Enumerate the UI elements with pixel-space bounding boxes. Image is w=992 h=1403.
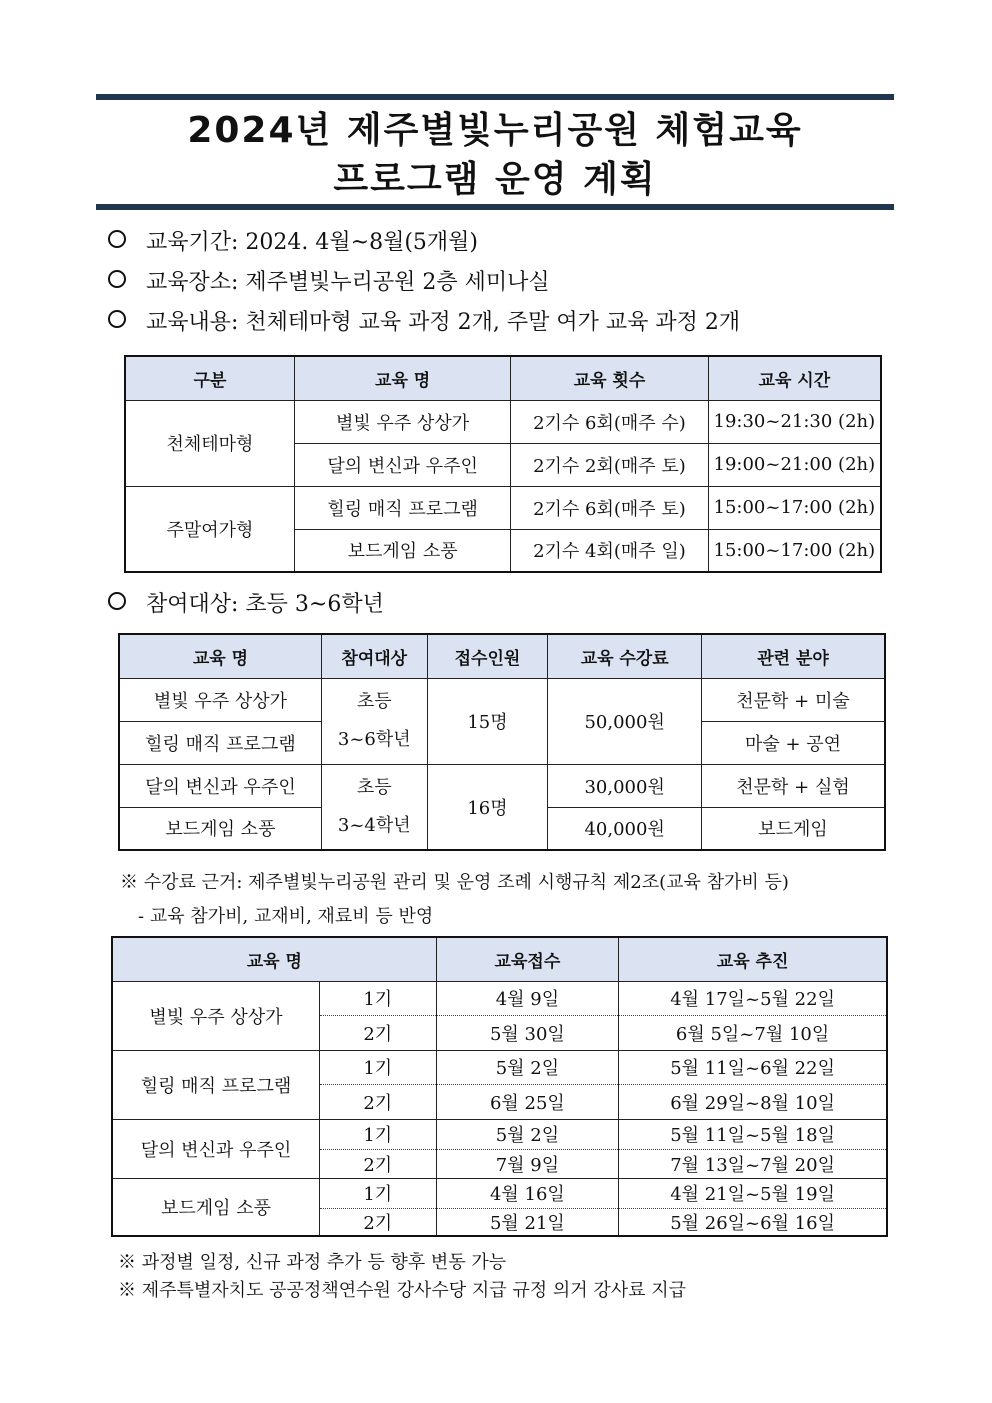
table-row [112,1178,887,1208]
count-cell: 2기수 6회(매주 수) [511,400,708,443]
bullet-place-text: 교육장소: 제주별빛누리공원 2층 세미나실 [146,270,550,295]
apply-date-cell: 5월 2일 [436,1050,619,1084]
run-period-cell: 4월 17일~5월 22일 [619,981,887,1015]
course-name-cell: 보드게임 소풍 [119,807,321,850]
term-cell: 2기 [319,1084,436,1119]
apply-date-cell: 7월 9일 [436,1149,619,1178]
bullet-content [108,308,740,338]
header-capacity: 접수인원 [427,634,548,678]
term-cell: 2기 [319,1149,436,1178]
table-row [112,1119,887,1149]
course-name-cell: 별빛 우주 상상가 [119,678,321,721]
run-period-cell: 6월 5일~7월 10일 [619,1015,887,1050]
apply-date-cell: 4월 16일 [436,1178,619,1208]
course-name-cell: 별빛 우주 상상가 [294,400,510,443]
term-cell: 1기 [319,1119,436,1149]
header-field: 관련 분야 [702,634,886,678]
count-cell: 2기수 2회(매주 토) [511,443,708,486]
header-target: 참여대상 [321,634,427,678]
category-cell: 주말여가형 [125,486,294,572]
fee-cell: 50,000원 [548,678,702,764]
apply-date-cell: 5월 2일 [436,1119,619,1149]
count-cell: 2기수 4회(매주 일) [511,529,708,572]
capacity-cell: 16명 [427,764,548,850]
course-name-cell: 달의 변신과 우주인 [294,443,510,486]
run-period-cell: 7월 13일~7월 20일 [619,1149,887,1178]
header-application: 교육접수 [436,937,619,981]
target-cell [321,764,427,850]
document-title [96,94,894,210]
bullet-period-text: 교육기간: 2024. 4월~8월(5개월) [146,230,478,255]
course-name-cell: 힐링 매직 프로그램 [119,721,321,764]
schedule-table [111,936,888,1237]
header-fee: 교육 수강료 [548,634,702,678]
course-fee-table [118,633,886,851]
table-row [125,400,881,443]
term-cell: 1기 [319,981,436,1015]
field-cell: 마술 + 공연 [702,721,886,764]
circle-bullet-icon [108,270,126,288]
term-cell: 2기 [319,1208,436,1236]
fee-basis-subnote: - 교육 참가비, 교재비, 재료비 등 반영 [138,906,434,927]
title-line-2: 프로그램 운영 계획 [333,159,657,200]
header-course-name: 교육 명 [294,356,510,400]
circle-bullet-icon [108,230,126,248]
time-cell: 15:00~17:00 (2h) [708,529,881,572]
bullet-content-text: 교육내용: 천체테마형 교육 과정 2개, 주말 여가 교육 과정 2개 [146,310,741,335]
header-course-name: 교육 명 [112,937,436,981]
table-row [112,981,887,1015]
fee-cell: 30,000원 [548,764,702,807]
apply-date-cell: 5월 21일 [436,1208,619,1236]
term-cell: 1기 [319,1050,436,1084]
header-category: 구분 [125,356,294,400]
capacity-cell: 15명 [427,678,548,764]
field-cell: 천문학 + 실험 [702,764,886,807]
bullet-target [108,590,384,620]
apply-date-cell: 6월 25일 [436,1084,619,1119]
apply-date-cell: 5월 30일 [436,1015,619,1050]
field-cell: 보드게임 [702,807,886,850]
fee-cell: 40,000원 [548,807,702,850]
time-cell: 15:00~17:00 (2h) [708,486,881,529]
run-period-cell: 5월 26일~6월 16일 [619,1208,887,1236]
count-cell: 2기수 6회(매주 토) [511,486,708,529]
table-row [119,678,885,721]
apply-date-cell: 4월 9일 [436,981,619,1015]
field-cell: 천문학 + 미술 [702,678,886,721]
header-session-time: 교육 시간 [708,356,881,400]
title-line-1: 2024년 제주별빛누리공원 체험교육 [187,110,803,151]
target-grade-level: 초등 [356,691,392,712]
course-time-table [124,355,882,573]
fee-basis-note: ※ 수강료 근거: 제주별빛누리공원 관리 및 운영 조례 시행규칙 제2조(교육 참가비 등) [120,872,789,893]
bullet-period [108,228,478,258]
schedule-change-note: ※ 과정별 일정, 신규 과정 추가 등 향후 변동 가능 [118,1252,507,1273]
run-period-cell: 5월 11일~6월 22일 [619,1050,887,1084]
run-period-cell: 4월 21일~5월 19일 [619,1178,887,1208]
table-row [119,764,885,807]
target-cell [321,678,427,764]
term-cell: 1기 [319,1178,436,1208]
target-grade-range: 3~6학년 [337,729,411,750]
program-name-cell: 힐링 매직 프로그램 [112,1050,319,1119]
time-cell: 19:30~21:30 (2h) [708,400,881,443]
circle-bullet-icon [108,310,126,328]
target-grade-level: 초등 [356,776,392,798]
program-name-cell: 별빛 우주 상상가 [112,981,319,1050]
instructor-fee-note: ※ 제주특별자치도 공공정책연수원 강사수당 지급 규정 의거 강사료 지급 [118,1280,687,1301]
header-schedule: 교육 추진 [619,937,887,981]
program-name-cell: 보드게임 소풍 [112,1178,319,1236]
table-row [125,486,881,529]
target-grade-range: 3~4학년 [337,814,411,836]
course-name-cell: 힐링 매직 프로그램 [294,486,510,529]
time-cell: 19:00~21:00 (2h) [708,443,881,486]
bullet-target-text: 참여대상: 초등 3~6학년 [146,592,384,617]
term-cell: 2기 [319,1015,436,1050]
circle-bullet-icon [108,592,126,610]
header-session-count: 교육 횟수 [511,356,708,400]
category-cell: 천체테마형 [125,400,294,486]
course-name-cell: 달의 변신과 우주인 [119,764,321,807]
run-period-cell: 5월 11일~5월 18일 [619,1119,887,1149]
table-row [112,1050,887,1084]
course-name-cell: 보드게임 소풍 [294,529,510,572]
run-period-cell: 6월 29일~8월 10일 [619,1084,887,1119]
bullet-place [108,268,550,298]
program-name-cell: 달의 변신과 우주인 [112,1119,319,1178]
header-course-name: 교육 명 [119,634,321,678]
